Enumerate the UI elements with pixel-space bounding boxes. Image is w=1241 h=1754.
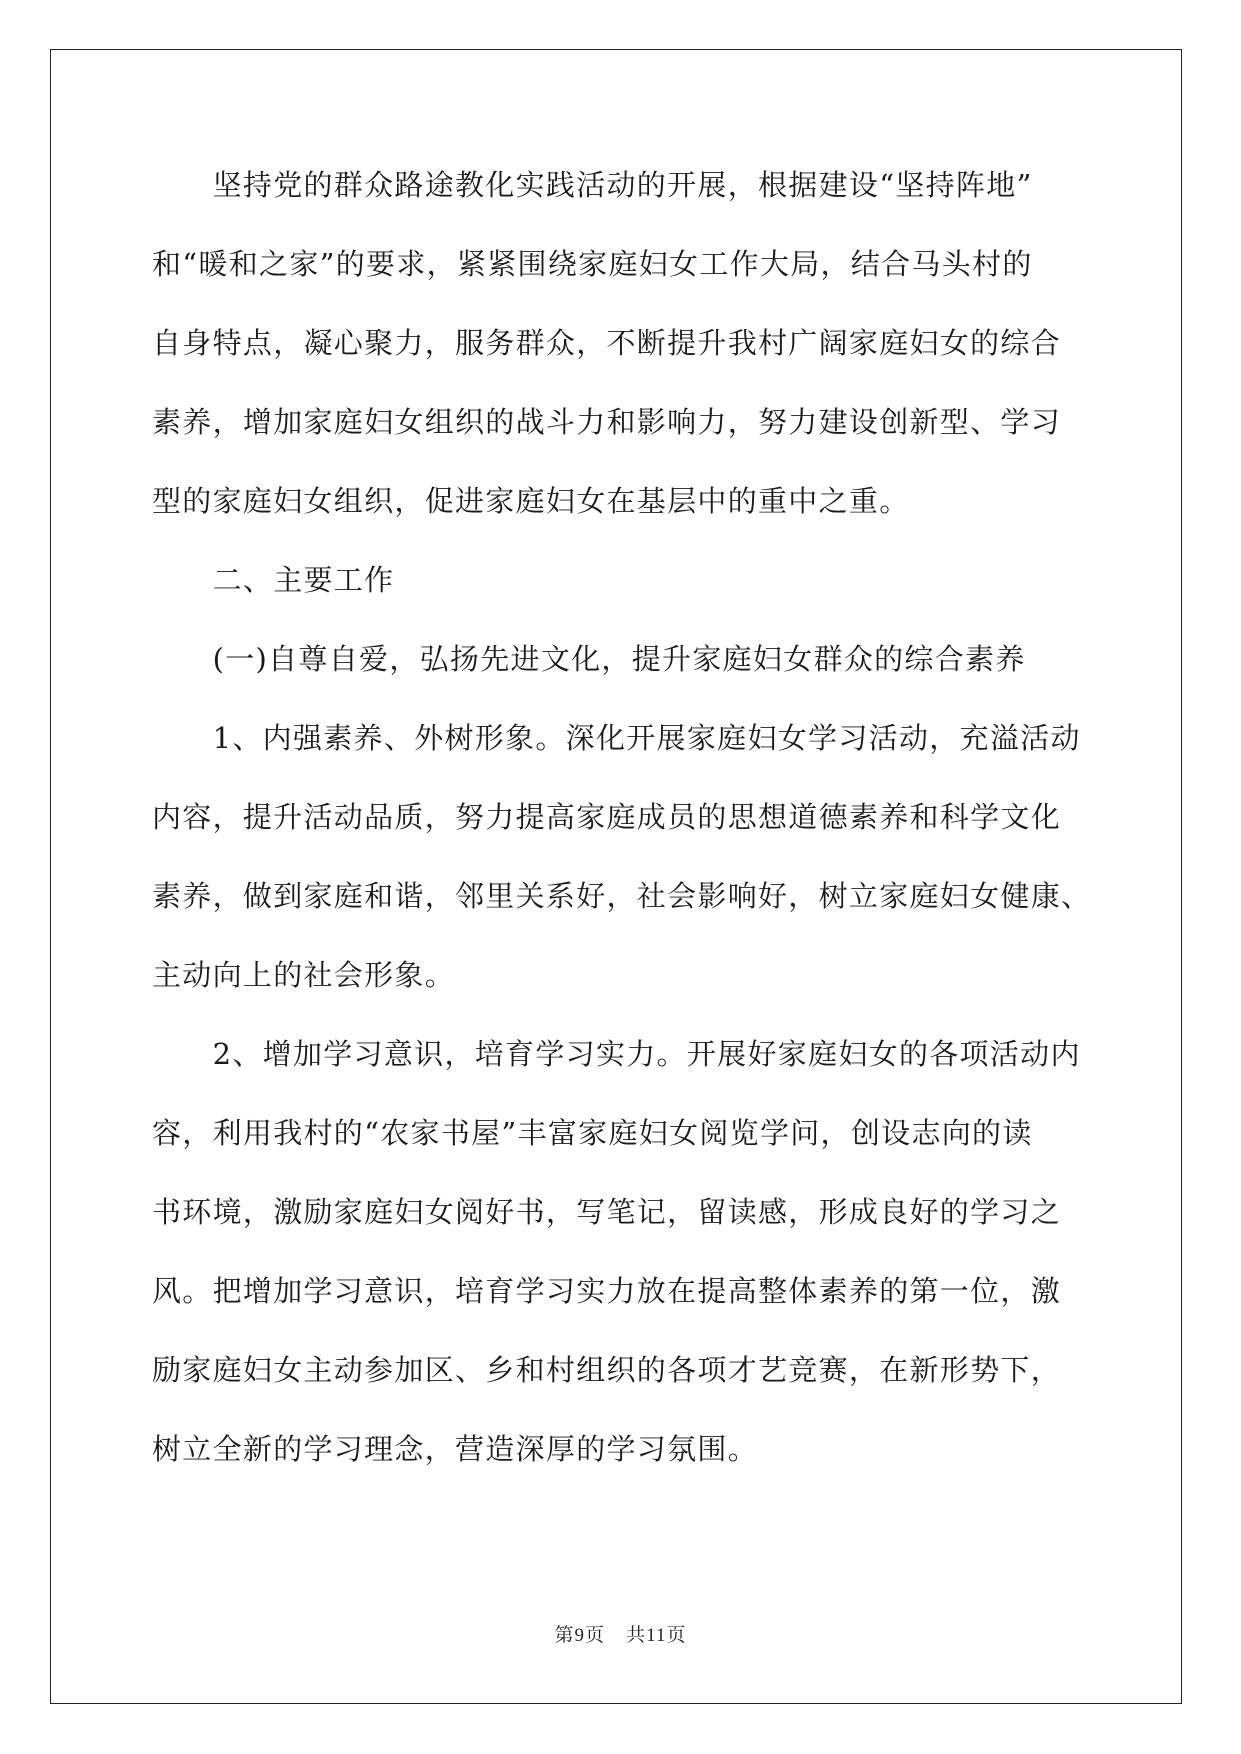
total-prefix: 共 — [626, 1624, 647, 1646]
text-line: 自身特点，凝心聚力，服务群众，不断提升我村广阔家庭妇女的综合 — [152, 326, 1062, 360]
text-line: 主动向上的社会形象。 — [152, 958, 456, 992]
text-line: 素养，做到家庭和谐，邻里关系好，社会影响好，树立家庭妇女健康、 — [152, 879, 1092, 913]
page-prefix: 第 — [554, 1624, 575, 1646]
text-line: 树立全新的学习理念，营造深厚的学习氛围。 — [152, 1432, 759, 1466]
text-line: 和“暖和之家”的要求，紧紧围绕家庭妇女工作大局，结合马头村的 — [152, 247, 1033, 281]
page-suffix: 页 — [585, 1624, 606, 1646]
subsection-heading: (一)自尊自爱，弘扬先进文化，提升家庭妇女群众的综合素养 — [152, 642, 1026, 676]
page-footer — [0, 1620, 1241, 1647]
text-line: 型的家庭妇女组织，促进家庭妇女在基层中的重中之重。 — [152, 484, 910, 518]
text-line: 风。把增加学习意识，培育学习实力放在提高整体素养的第一位，激 — [152, 1274, 1062, 1308]
text-line: 内容，提升活动品质，努力提高家庭成员的思想道德素养和科学文化 — [152, 800, 1062, 834]
text-line: 书环境，激励家庭妇女阅好书，写笔记，留读感，形成良好的学习之 — [152, 1195, 1062, 1229]
document-body — [152, 165, 1112, 1508]
total-pages: 11 — [646, 1625, 667, 1646]
total-suffix: 页 — [666, 1624, 687, 1646]
text-line: 容，利用我村的“农家书屋”丰富家庭妇女阅览学问，创设志向的读 — [152, 1116, 1033, 1150]
text-line: 2、增加学习意识，培育学习实力。开展好家庭妇女的各项活动内 — [152, 1037, 1081, 1071]
text-line: 1、内强素养、外树形象。深化开展家庭妇女学习活动，充溢活动 — [152, 721, 1081, 755]
text-line: 坚持党的群众路途教化实践活动的开展，根据建设“坚持阵地” — [152, 168, 1033, 202]
section-heading: 二、主要工作 — [152, 563, 395, 597]
text-line: 素养，增加家庭妇女组织的战斗力和影响力，努力建设创新型、学习 — [152, 405, 1062, 439]
text-line: 励家庭妇女主动参加区、乡和村组织的各项才艺竞赛，在新形势下， — [152, 1353, 1062, 1387]
page-number: 9 — [574, 1625, 586, 1646]
